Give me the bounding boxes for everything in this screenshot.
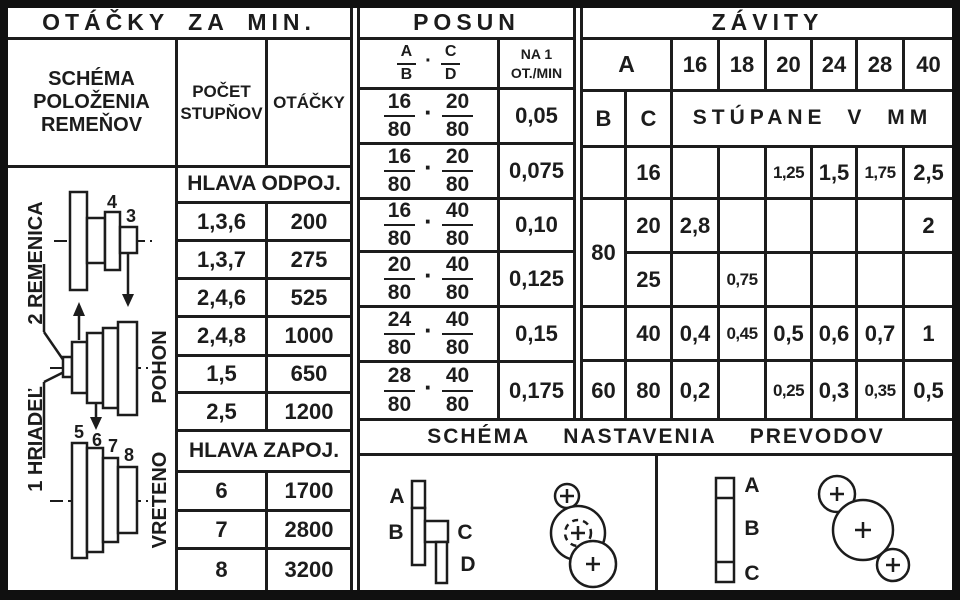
fraction-numerator: 20 [384, 254, 415, 280]
fraction-denominator: 80 [445, 281, 470, 304]
frame-top [0, 0, 960, 8]
rpm-cell: 275 [268, 242, 350, 280]
multiply-dot: · [424, 315, 433, 346]
arrowhead-down-icon [122, 294, 134, 307]
multiply-dot: · [424, 371, 433, 402]
fraction-denominator: 80 [387, 281, 412, 304]
frame-bottom [0, 590, 960, 600]
leader-line [44, 332, 64, 361]
multiply-dot: · [424, 152, 433, 183]
gear-ratio-cell [360, 253, 500, 308]
pitch-cell [858, 200, 905, 254]
belt-schema-column-header: SCHÉMA POLOŽENIA REMEŇOV [8, 40, 178, 168]
pulley-step [105, 212, 120, 270]
pitch-cell: 1,25 [767, 148, 813, 200]
fraction-denominator: 80 [387, 118, 412, 141]
feed-formula-header [360, 40, 500, 90]
pitch-cell: 0,5 [913, 377, 944, 403]
steps-cell: 6 [178, 473, 268, 512]
multiply-dot: · [424, 260, 433, 291]
gear-label-d: D [460, 553, 476, 576]
gear-c-cell: 40 [627, 308, 673, 362]
gear-c-cell: 20 [627, 200, 673, 254]
thread-count-header: 20 [767, 40, 813, 92]
gear-block-a [412, 481, 425, 508]
pitch-cell [767, 200, 813, 254]
thread-count-header: 24 [813, 40, 858, 92]
fraction-numerator: 16 [384, 91, 415, 117]
head-engaged-header: HLAVA ZAPOJ. [178, 432, 350, 473]
pitch-cell: 0,5 [767, 308, 813, 362]
fraction-numerator: 24 [384, 309, 415, 335]
gear-ratio-cell [360, 145, 500, 200]
rpm-column-header: OTÁČKY [268, 40, 350, 168]
pulley-step [87, 448, 103, 552]
gear-c-cell: 16 [627, 148, 673, 200]
gear-c-cell: 25 [627, 254, 673, 308]
multiply-dot: · [424, 206, 433, 237]
pitch-cell: 0,75 [720, 254, 767, 308]
pulley-number: 4 [106, 192, 118, 212]
gear-setup-right-diagram [658, 456, 952, 590]
thread-count-header: 16 [673, 40, 720, 92]
pulley-label: 2 REMENICA [25, 201, 47, 325]
threads-col-c-header: C [627, 92, 673, 148]
pitch-cell: 2,8 [673, 200, 720, 254]
fraction-numerator: C [441, 44, 461, 65]
pitch-cell: 0,7 [858, 308, 905, 362]
gear-label-b: B [388, 521, 404, 544]
gear-column [716, 478, 734, 582]
feed-unit-header [500, 40, 573, 90]
fraction-numerator: 28 [384, 365, 415, 391]
gear-label-b: B [744, 517, 760, 540]
pitch-cell [720, 362, 767, 419]
pulley-step [72, 443, 87, 558]
gear-ratio-cell [360, 363, 500, 418]
feed-section-title: POSUN [360, 8, 573, 40]
pitch-cell: 1 [905, 308, 952, 362]
pitch-cell [673, 148, 720, 200]
pitch-cell [720, 200, 767, 254]
pulley-step [70, 192, 87, 290]
pulley-number: 7 [107, 436, 119, 456]
pitch-cell: 1,5 [813, 148, 858, 200]
pulley-step [118, 322, 137, 415]
threads-col-a-header: A [583, 40, 673, 92]
gear-label-c: C [457, 521, 473, 544]
steps-cell: 1,3,7 [178, 242, 268, 280]
pulley-number: 8 [123, 445, 135, 465]
gear-block-c [425, 521, 448, 542]
pitch-cell [813, 254, 858, 308]
pulley-number: 3 [125, 206, 137, 226]
pitch-cell: 0,4 [673, 308, 720, 362]
unit-line: OT./MIN [510, 64, 563, 81]
fraction-denominator: D [444, 65, 457, 83]
fraction-numerator: 40 [442, 200, 473, 226]
steps-cell: 1,3,6 [178, 204, 268, 242]
rpm-cell: 525 [268, 280, 350, 318]
threads-section-title: ZÁVITY [583, 8, 952, 40]
drive-label: POHON [149, 330, 171, 404]
steps-column-header: POČET STUPŇOV [178, 40, 268, 168]
gear-b-cell: 80 [583, 200, 627, 308]
fraction-numerator: 20 [442, 146, 473, 172]
pitch-cell: 0,6 [813, 308, 858, 362]
leader-line [44, 372, 64, 382]
pitch-header: STÚPANE V MM [673, 92, 952, 148]
pitch-cell [905, 254, 952, 308]
spindle-label: VRETENO [149, 451, 171, 549]
fraction-numerator: 40 [442, 365, 473, 391]
rpm-cell: 1000 [268, 318, 350, 357]
pulley-step [72, 342, 87, 393]
frame-right [952, 0, 960, 600]
fraction-denominator: 80 [445, 118, 470, 141]
fraction-denominator: 80 [445, 392, 470, 416]
pitch-cell: 0,2 [673, 362, 720, 419]
thread-count-header: 18 [720, 40, 767, 92]
pitch-cell: 0,35 [858, 362, 905, 419]
pulley-step [103, 328, 118, 408]
pitch-cell: 0,45 [720, 308, 767, 362]
section-divider [573, 8, 576, 418]
rpm-cell: 200 [268, 204, 350, 242]
gear-setup-left-diagram [360, 456, 655, 590]
rpm-cell: 1200 [268, 394, 350, 432]
gear-b-cell: 60 [583, 362, 627, 419]
steps-cell: 2,4,6 [178, 280, 268, 318]
gear-b-cell [583, 308, 627, 362]
feed-value-cell: 0,05 [500, 90, 573, 145]
feed-value-cell: 0,125 [500, 253, 573, 308]
thread-count-header: 28 [858, 40, 905, 92]
shaft-end [63, 357, 72, 377]
pitch-cell: 2,5 [905, 148, 952, 200]
rpm-cell: 2800 [268, 512, 350, 550]
frame-left [0, 0, 8, 600]
gear-block-d [436, 542, 447, 583]
pulley-number: 6 [91, 430, 103, 450]
pulley-step [103, 458, 118, 542]
arrowhead-up-icon [73, 302, 85, 316]
fraction-denominator: 80 [387, 392, 412, 416]
pitch-cell [767, 254, 813, 308]
rpm-cell: 650 [268, 357, 350, 394]
threads-col-b-header: B [583, 92, 627, 148]
gear-c-cell: 80 [627, 362, 673, 419]
pitch-cell: 2 [905, 200, 952, 254]
section-divider [350, 8, 353, 590]
gear-ratio-cell [360, 308, 500, 363]
pulley-step [120, 227, 137, 253]
pitch-cell [858, 254, 905, 308]
multiply-dot: · [425, 50, 432, 72]
steps-cell: 2,4,8 [178, 318, 268, 357]
head-disengaged-header: HLAVA ODPOJ. [178, 168, 350, 204]
fraction-numerator: 16 [384, 146, 415, 172]
belt-position-diagram [8, 168, 175, 590]
fraction-numerator: 20 [442, 91, 473, 117]
fraction-numerator: A [397, 44, 417, 65]
fraction-denominator: 80 [445, 173, 470, 196]
multiply-dot: · [424, 97, 433, 128]
gear-b-cell [583, 148, 627, 200]
steps-cell: 2,5 [178, 394, 268, 432]
pulley-step [87, 218, 105, 263]
steps-cell: 1,5 [178, 357, 268, 394]
arrowhead-down-icon [90, 417, 102, 430]
fraction-numerator: 16 [384, 200, 415, 226]
fraction-denominator: 80 [387, 173, 412, 196]
gear-ratio-cell [360, 200, 500, 253]
pitch-cell [673, 254, 720, 308]
feed-value-cell: 0,15 [500, 308, 573, 363]
thread-count-header: 40 [905, 40, 952, 92]
fraction-denominator: 80 [445, 227, 470, 250]
fraction-denominator: 80 [445, 336, 470, 359]
rpm-cell: 3200 [284, 557, 334, 583]
pulley-number: 5 [73, 422, 85, 442]
pitch-cell: 0,3 [813, 362, 858, 419]
fraction-denominator: 80 [387, 336, 412, 359]
pitch-cell: 0,25 [767, 362, 813, 419]
gear-label-c: C [744, 562, 760, 585]
fraction-denominator: 80 [387, 227, 412, 250]
feed-value-cell: 0,075 [500, 145, 573, 200]
steps-cell: 7 [178, 512, 268, 550]
unit-line: NA 1 [520, 46, 553, 63]
gear-block-b [412, 508, 425, 565]
pitch-cell [720, 148, 767, 200]
fraction-numerator: 40 [442, 309, 473, 335]
pulley-step [87, 333, 103, 403]
feed-value-cell: 0,10 [500, 200, 573, 253]
rpm-cell: 1700 [268, 473, 350, 512]
gear-ratio-cell [360, 90, 500, 145]
gear-label-a: A [389, 485, 405, 508]
fraction-numerator: 40 [442, 254, 473, 280]
feed-value-cell: 0,175 [508, 377, 565, 403]
fraction-denominator: B [400, 65, 413, 83]
rpm-section-title: OTÁČKY ZA MIN. [8, 8, 350, 40]
gear-setup-title: SCHÉMA NASTAVENIA PREVODOV [360, 418, 952, 456]
pulley-step [118, 467, 137, 533]
pitch-cell [813, 200, 858, 254]
steps-cell: 8 [178, 550, 268, 590]
gear-label-a: A [744, 474, 760, 497]
pitch-cell: 1,75 [858, 148, 905, 200]
shaft-label: 1 HRIADEĽ [25, 386, 47, 492]
